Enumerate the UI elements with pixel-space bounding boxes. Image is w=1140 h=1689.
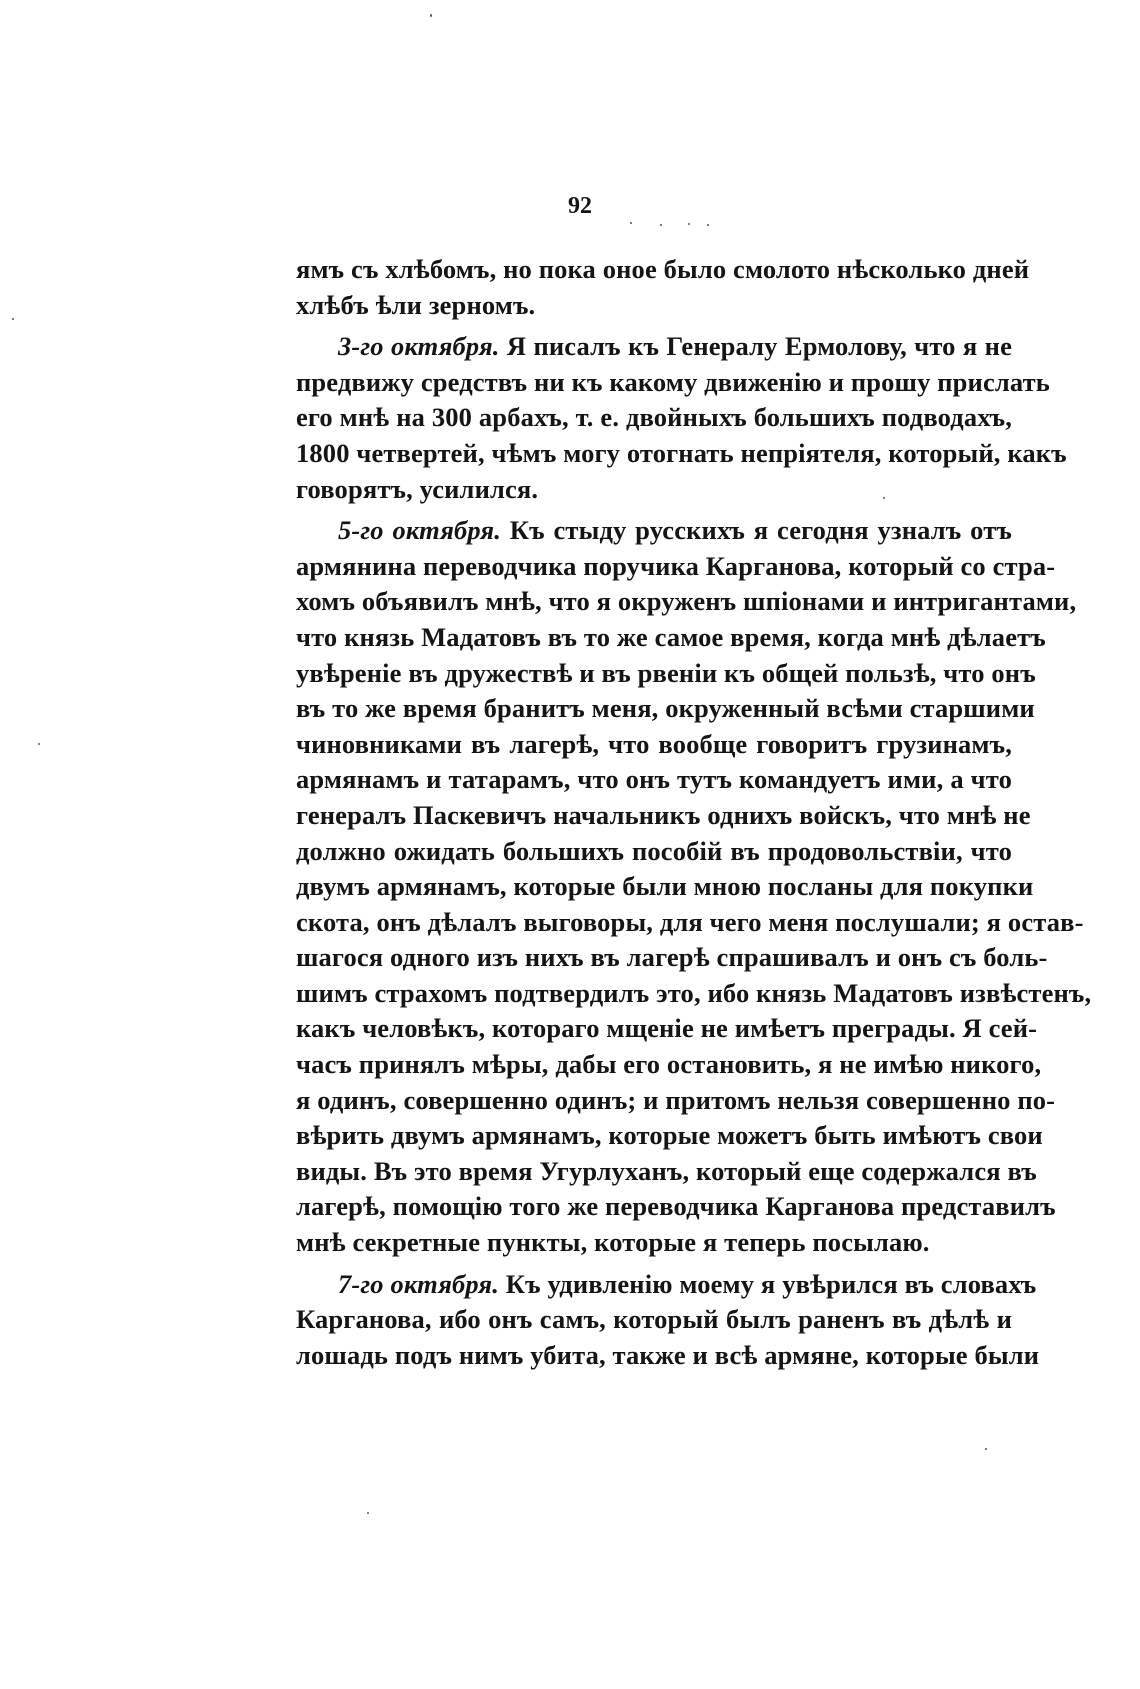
scan-speck [985,1448,987,1450]
text-line: предвижу средствъ ни къ какому движенію и прошу прислать [296,366,1050,397]
text-line: двумъ армянамъ, которые были мною посланы для покупки [296,871,1034,902]
scan-speck [707,224,709,226]
scan-speck [688,223,690,225]
paragraph-3 [296,513,1092,1260]
paragraph-4 [296,1267,1040,1374]
paragraph-2 [296,329,1067,507]
text-line [296,513,1012,549]
date-label: 3-го октября. [338,331,500,362]
text-line: лошадь подъ нимъ убита, также и всѣ армяне, которые были [296,1339,1040,1370]
scan-speck [12,318,14,320]
text-line: хомъ объявилъ мнѣ, что я окруженъ шпіонами и интригантами, [296,586,1077,617]
text-line: ямъ съ хлѣбомъ, но пока оное было смолото нѣсколько дней [296,254,1030,284]
text-line: часъ принялъ мѣры, дабы его остановить, я не имѣю никого, [296,1049,1042,1080]
text-line: шимъ страхомъ подтвердилъ это, ибо князь Мадатовъ извѣстенъ, [296,977,1092,1008]
scan-speck [430,14,432,17]
text-line: генералъ Паскевичъ начальникъ однихъ войскъ, что мнѣ не [296,799,1031,830]
text-line-content: Къ удивленію моему я увѣрился въ словахъ [505,1268,1037,1299]
text-line: что князь Мадатовъ въ то же самое время, когда мнѣ дѣлаетъ [296,621,1046,652]
text-line: виды. Въ это время Угурлуханъ, который еще содержался въ [296,1155,1037,1186]
text-line [296,1267,1037,1303]
text-line: лагерѣ, помощію того же переводчика Карганова представилъ [296,1191,1056,1222]
text-line-content: Къ стыду русскихъ я сегодня узналъ отъ [509,515,1012,546]
text-line: вѣрить двумъ армянамъ, которые можетъ быть имѣютъ свои [296,1120,1043,1151]
body-text [296,252,1092,1379]
text-line-content: Я писалъ къ Генералу Ермолову, что я не [506,331,1012,362]
date-label: 5-го октября. [338,515,501,546]
text-line: скота, онъ дѣлалъ выговоры, для чего меня послушали; я остав- [296,906,1084,937]
scan-speck [38,743,40,745]
text-line: шагося одного изъ нихъ въ лагерѣ спрашивалъ и онъ съ боль- [296,942,1048,973]
scan-speck [883,497,885,499]
text-line: увѣреніе въ дружествѣ и въ рвеніи къ общей пользѣ, что онъ [296,657,1036,688]
text-line: хлѣбъ ѣли зерномъ. [296,289,536,320]
text-line: говорятъ, усилился. [296,473,539,504]
text-line: чиновниками въ лагерѣ, что вообще говоритъ грузинамъ, [296,728,1012,759]
text-line: мнѣ секретные пункты, которые я теперь посылаю. [296,1227,930,1258]
text-line: армянина переводчика поручика Карганова, который со стра- [296,550,1056,581]
scan-speck [660,224,662,226]
scan-speck [367,1512,369,1514]
paragraph-1 [296,252,1030,323]
page-number: 92 [568,193,592,219]
text-line: 1800 четвертей, чѣмъ могу отогнать непріятеля, который, какъ [296,437,1067,468]
text-line: какъ человѣкъ, котораго мщеніе не имѣетъ преграды. Я сей- [296,1013,1038,1044]
date-label: 7-го октября. [338,1268,500,1299]
text-line: въ то же время бранитъ меня, окруженный всѣми старшими [296,693,1035,724]
text-line: должно ожидать большихъ пособій въ продовольствіи, что [296,835,1012,866]
text-line [296,329,1012,365]
scan-speck [630,222,632,224]
text-line: его мнѣ на 300 арбахъ, т. е. двойныхъ большихъ подводахъ, [296,402,1012,433]
text-line: Карганова, ибо онъ самъ, который былъ раненъ въ дѣлѣ и [296,1304,1012,1335]
text-line: армянамъ и татарамъ, что онъ тутъ командуетъ ими, а что [296,764,1012,795]
text-line: я одинъ, совершенно одинъ; и притомъ нельзя совершенно по- [296,1084,1056,1115]
